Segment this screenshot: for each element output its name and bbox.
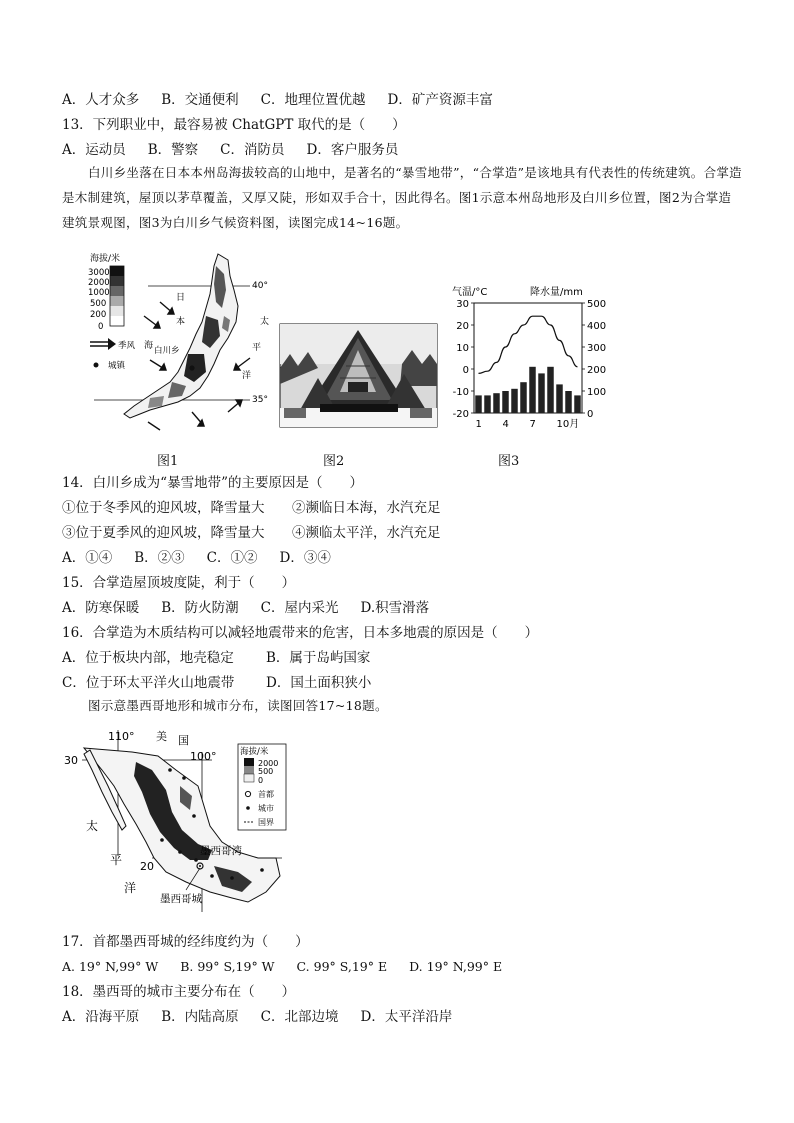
precip-tick-label: 500 (587, 299, 607, 310)
legend-city: 城市 (258, 804, 274, 813)
option-b: B. 99° S,19° W (180, 959, 275, 974)
precip-tick-label: 0 (587, 409, 594, 420)
legend-1000: 1000 (88, 288, 110, 298)
choice-4: ④濒临太平洋，水汽充足 (292, 525, 441, 541)
label-yang: 洋 (242, 371, 252, 381)
ylabel-left: 气温/°C (452, 287, 488, 298)
q14-choices-row1 (62, 499, 441, 517)
q13-options (62, 141, 398, 159)
q16-options-row1 (62, 649, 370, 667)
choice-2: ②濒临日本海，水汽充足 (292, 500, 441, 516)
label-ping: 平 (110, 853, 123, 867)
fig3-caption: 图3 (498, 454, 520, 469)
precip-tick-label: 400 (587, 321, 607, 332)
lat-40: 40° (252, 281, 268, 291)
lat-35: 35° (252, 395, 268, 405)
option-d: D．③④ (279, 550, 331, 566)
precip-bar (484, 395, 490, 413)
lat-30: 30 (64, 754, 78, 767)
label-ping: 平 (252, 343, 262, 353)
legend-border: 国界 (258, 818, 274, 827)
label-town: 白川乡 (154, 346, 180, 356)
precip-bar (511, 389, 517, 413)
precip-bar (520, 382, 526, 413)
q14-stem: 14．白川乡成为“暴雪地带”的主要原因是（ ） (62, 475, 363, 491)
precip-bar (565, 391, 571, 413)
option-b: B．内陆高原 (161, 1009, 239, 1025)
month-tick-label: 1 (475, 419, 482, 430)
legend-500: 500 (258, 767, 274, 776)
label-yang: 洋 (124, 881, 137, 895)
town-dot-icon (94, 363, 99, 368)
label-hai: 海 (144, 341, 154, 351)
fig1-caption: 图1 (157, 454, 179, 469)
legend-wind: 季风 (118, 341, 136, 351)
label-ri: 日 (176, 293, 186, 303)
precip-tick-label: 300 (587, 343, 607, 354)
option-c: C．地理位置优越 (260, 92, 366, 108)
option-a: A. 19° N,99° W (62, 959, 159, 974)
option-a: A．①④ (62, 550, 113, 566)
temp-tick-label: 0 (462, 365, 469, 376)
option-c: C．北部边境 (260, 1009, 339, 1025)
legend-0: 0 (98, 322, 104, 332)
passage-1-text: 白川乡坐落在日本本州岛海拔较高的山地中，是著名的“暴雪地带”，“合掌造”是该地具有代表性的传统建筑。合掌造是木制建筑，屋顶以茅草覆盖，又厚又陡，形如双手合十，因此得名。图1示意本州岛地形及白川乡位置，图2为合掌造建筑景观图，图3为白川乡气候资料图，读图完成14~16题。 (62, 165, 742, 230)
option-c: C．消防员 (220, 142, 285, 158)
option-c: C．屋内采光 (260, 600, 339, 616)
legend-500: 500 (90, 299, 107, 309)
temp-tick-label: 20 (456, 321, 469, 332)
precip-bar (502, 391, 508, 413)
option-b: B．防火防潮 (161, 600, 239, 616)
q18-options (62, 1008, 452, 1026)
option-a: A．运动员 (62, 142, 126, 158)
legend-town: 城镇 (108, 361, 126, 371)
q18-stem: 18．墨西哥的城市主要分布在（ ） (62, 984, 296, 1000)
option-b: B．②③ (134, 550, 185, 566)
option-d: D．太平洋沿岸 (360, 1009, 453, 1025)
option-a: A．位于板块内部，地壳稳定 (62, 650, 234, 666)
option-d: D．客户服务员 (306, 142, 399, 158)
precip-tick-label: 200 (587, 365, 607, 376)
option-b: B．属于岛屿国家 (266, 650, 371, 666)
label-usa-2: 国 (178, 734, 189, 747)
precip-bar (538, 373, 544, 413)
precip-bar (547, 367, 553, 413)
precip-bar (556, 384, 562, 413)
option-c: C．①② (206, 550, 258, 566)
q17-options (62, 958, 502, 976)
legend-2000: 2000 (258, 759, 279, 768)
legend-2000: 2000 (88, 278, 110, 288)
option-d: D．国土面积狭小 (266, 675, 372, 691)
option-a: A．沿海平原 (62, 1009, 140, 1025)
q15-options (62, 599, 429, 617)
figure-2-house-photo (280, 324, 437, 427)
label-tai: 太 (260, 317, 270, 327)
option-b: B．交通便利 (161, 92, 239, 108)
precip-bar (529, 367, 535, 413)
lat-20: 20 (140, 860, 154, 873)
precip-tick-label: 100 (587, 387, 607, 398)
legend-capital: 首都 (258, 790, 274, 799)
q14-options (62, 549, 331, 567)
temp-tick-label: 30 (456, 299, 469, 310)
passage-2-text: 图示意墨西哥地形和城市分布，读图回答17~18题。 (88, 698, 388, 713)
fig1-legend-title: 海拔/米 (90, 254, 121, 264)
choice-3: ③位于夏季风的迎风坡，降雪量大 (62, 525, 265, 541)
label-gulf: 墨西哥湾 (200, 845, 242, 857)
passage-2 (62, 696, 742, 716)
fig4-legend-title: 海拔/米 (240, 747, 269, 757)
precip-bar (574, 395, 580, 413)
figure-4-mexico-map (62, 726, 294, 918)
temp-tick-label: 10 (456, 343, 469, 354)
passage-1 (62, 160, 742, 235)
figure-3-climate-chart (448, 283, 616, 433)
precip-bar (493, 393, 499, 413)
option-d: D. 19° N,99° E (409, 959, 503, 974)
option-c: C. 99° S,19° E (296, 959, 388, 974)
q12-options (62, 91, 493, 109)
wind-arrow-icon (90, 338, 116, 350)
legend-200: 200 (90, 310, 107, 320)
q15-stem: 15．合掌造屋顶坡度陡，利于（ ） (62, 575, 296, 591)
month-tick-label: 10月 (556, 419, 580, 430)
label-tai: 太 (86, 819, 99, 833)
ylabel-right: 降水量/mm (530, 287, 583, 298)
month-tick-label: 4 (502, 419, 509, 430)
q16-stem: 16．合掌造为木质结构可以减轻地震带来的危害，日本多地震的原因是（ ） (62, 625, 539, 641)
q14-choices-row2 (62, 524, 441, 542)
option-d: D.积雪滑落 (360, 600, 430, 616)
option-d: D．矿产资源丰富 (387, 92, 493, 108)
option-c: C．位于环太平洋火山地震带 (62, 675, 235, 691)
temp-tick-label: -20 (452, 409, 469, 420)
fig4-legend (238, 744, 286, 830)
lon-100: 100° (190, 750, 217, 763)
option-a: A．防寒保暖 (62, 600, 140, 616)
choice-1: ①位于冬季风的迎风坡，降雪量大 (62, 500, 265, 516)
fig2-caption: 图2 (323, 454, 345, 469)
q13-stem: 13．下列职业中，最容易被 ChatGPT 取代的是（ ） (62, 117, 406, 133)
temp-tick-label: -10 (452, 387, 469, 398)
q16-options-row2 (62, 674, 371, 692)
label-capital: 墨西哥城 (160, 893, 202, 905)
figure-1-japan-map (88, 250, 268, 435)
option-b: B．警察 (147, 142, 199, 158)
shirakawa-dot-icon (189, 365, 194, 370)
precip-bar (475, 395, 481, 413)
lon-110: 110° (108, 730, 135, 743)
label-usa-1: 美 (156, 730, 167, 743)
label-ben: 本 (176, 317, 186, 327)
q17-stem: 17．首都墨西哥城的经纬度约为（ ） (62, 934, 309, 950)
option-a: A．人才众多 (62, 92, 140, 108)
legend-3000: 3000 (88, 268, 110, 278)
temperature-line (479, 316, 578, 373)
legend-0: 0 (258, 776, 264, 785)
month-tick-label: 7 (529, 419, 536, 430)
